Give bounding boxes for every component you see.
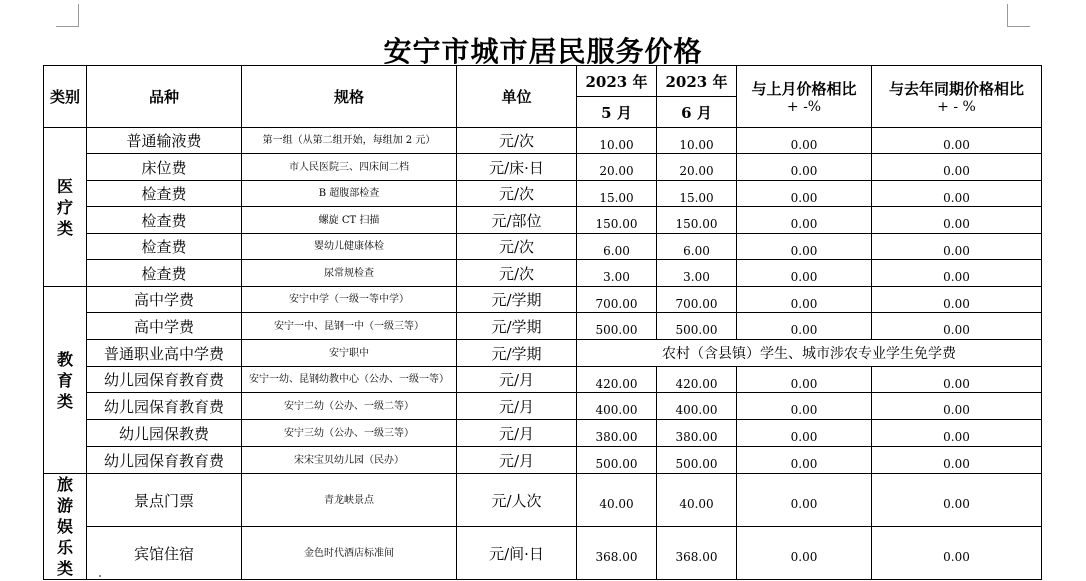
crop-mark-top-left: [56, 4, 79, 27]
yoy-change-cell: 0.00: [872, 527, 1042, 580]
unit-cell: 元/学期: [457, 313, 577, 340]
table-row: [44, 128, 1042, 154]
mom-change-cell: 0.00: [737, 447, 872, 474]
spec-cell: 安宁中学（一级一等中学）: [242, 287, 457, 313]
unit-cell: 元/人次: [457, 474, 577, 527]
category-cell: [44, 474, 87, 580]
page-title: 安宁市城市居民服务价格: [383, 35, 703, 68]
yoy-change-cell: 0.00: [872, 207, 1042, 234]
june-price-cell: 15.00: [657, 181, 737, 207]
table-row: [44, 393, 1042, 420]
item-cell: 检查费: [87, 260, 242, 287]
unit-cell: 元/次: [457, 234, 577, 260]
spec-cell: 安宁职中: [242, 340, 457, 367]
header-unit: 单位: [457, 66, 577, 128]
may-price-cell: 3.00: [577, 260, 657, 287]
spec-cell: 婴幼儿健康体检: [242, 234, 457, 260]
table-row: [44, 367, 1042, 393]
header-month-june: 6 月: [657, 97, 737, 128]
mom-change-cell: 0.00: [737, 313, 872, 340]
table-row: [44, 447, 1042, 474]
unit-cell: 元/次: [457, 128, 577, 154]
table-row: [44, 313, 1042, 340]
june-price-cell: 10.00: [657, 128, 737, 154]
crop-mark-top-right: [1007, 4, 1030, 27]
mom-change-cell: 0.00: [737, 260, 872, 287]
may-price-cell: 20.00: [577, 154, 657, 181]
item-cell: 宾馆住宿: [87, 527, 242, 580]
header-mom-unit: + -%: [786, 99, 822, 115]
spec-cell: 安宁一幼、昆钢幼教中心（公办、一级一等）: [242, 367, 457, 393]
mom-change-cell: 0.00: [737, 154, 872, 181]
june-price-cell: 3.00: [657, 260, 737, 287]
item-cell: 高中学费: [87, 287, 242, 313]
table-row: [44, 234, 1042, 260]
spec-cell: 宋宋宝贝幼儿园（民办）: [242, 447, 457, 474]
header-year-on-year: [872, 66, 1042, 128]
table-row: [44, 527, 1042, 580]
header-mom-label: 与上月价格相比: [751, 80, 857, 98]
mom-change-cell: 0.00: [737, 367, 872, 393]
table-row: [44, 260, 1042, 287]
header-item: 品种: [87, 66, 242, 128]
spec-cell: 安宁一中、昆钢一中（一级三等）: [242, 313, 457, 340]
spec-cell: 螺旋 CT 扫描: [242, 207, 457, 234]
june-price-cell: 40.00: [657, 474, 737, 527]
item-cell: 床位费: [87, 154, 242, 181]
may-price-cell: 40.00: [577, 474, 657, 527]
yoy-change-cell: 0.00: [872, 260, 1042, 287]
header-year-june: 2023 年: [657, 66, 737, 97]
june-price-cell: 368.00: [657, 527, 737, 580]
june-price-cell: 500.00: [657, 313, 737, 340]
mom-change-cell: 0.00: [737, 207, 872, 234]
may-price-cell: 500.00: [577, 447, 657, 474]
yoy-change-cell: 0.00: [872, 420, 1042, 447]
spec-cell: 第一组（从第二组开始，每组加 2 元）: [242, 128, 457, 154]
june-price-cell: 700.00: [657, 287, 737, 313]
item-cell: 检查费: [87, 207, 242, 234]
unit-cell: 元/次: [457, 260, 577, 287]
yoy-change-cell: 0.00: [872, 181, 1042, 207]
table-body: [44, 128, 1042, 580]
may-price-cell: 700.00: [577, 287, 657, 313]
yoy-change-cell: 0.00: [872, 447, 1042, 474]
unit-cell: 元/学期: [457, 287, 577, 313]
june-price-cell: 6.00: [657, 234, 737, 260]
may-price-cell: 15.00: [577, 181, 657, 207]
item-cell: 景点门票: [87, 474, 242, 527]
spec-cell: 青龙峡景点: [242, 474, 457, 527]
mom-change-cell: 0.00: [737, 234, 872, 260]
mom-change-cell: 0.00: [737, 393, 872, 420]
category-cell: [44, 128, 87, 287]
item-cell: 检查费: [87, 181, 242, 207]
june-price-cell: 150.00: [657, 207, 737, 234]
category-label: 教育类: [56, 349, 73, 411]
item-cell: 检查费: [87, 234, 242, 260]
may-price-cell: 380.00: [577, 420, 657, 447]
item-cell: 幼儿园保育教育费: [87, 393, 242, 420]
item-cell: 幼儿园保育教育费: [87, 367, 242, 393]
item-cell: 高中学费: [87, 313, 242, 340]
may-price-cell: 400.00: [577, 393, 657, 420]
header-yoy-unit: + - %: [937, 99, 976, 115]
yoy-change-cell: 0.00: [872, 128, 1042, 154]
mom-change-cell: 0.00: [737, 420, 872, 447]
june-price-cell: 20.00: [657, 154, 737, 181]
item-cell: 普通输液费: [87, 128, 242, 154]
yoy-change-cell: 0.00: [872, 474, 1042, 527]
mom-change-cell: 0.00: [737, 181, 872, 207]
category-cell: [44, 287, 87, 474]
item-cell: 幼儿园保教费: [87, 420, 242, 447]
mom-change-cell: 0.00: [737, 474, 872, 527]
note-cell: 农村（含县镇）学生、城市涉农专业学生免学费: [577, 340, 1042, 367]
table-row: [44, 287, 1042, 313]
spec-cell: 市人民医院三、四床间二档: [242, 154, 457, 181]
unit-cell: 元/月: [457, 420, 577, 447]
header-yoy-label: 与去年同期价格相比: [888, 80, 1024, 98]
item-cell: 普通职业高中学费: [87, 340, 242, 367]
table-row: [44, 207, 1042, 234]
may-price-cell: 150.00: [577, 207, 657, 234]
header-spec: 规格: [242, 66, 457, 128]
june-price-cell: 420.00: [657, 367, 737, 393]
may-price-cell: 10.00: [577, 128, 657, 154]
mom-change-cell: 0.00: [737, 128, 872, 154]
may-price-cell: 500.00: [577, 313, 657, 340]
yoy-change-cell: 0.00: [872, 313, 1042, 340]
june-price-cell: 400.00: [657, 393, 737, 420]
header-month-on-month: [737, 66, 872, 128]
unit-cell: 元/间·日: [457, 527, 577, 580]
spec-cell: 安宁三幼（公办、一级三等）: [242, 420, 457, 447]
header-month-may: 5 月: [577, 97, 657, 128]
june-price-cell: 380.00: [657, 420, 737, 447]
unit-cell: 元/月: [457, 447, 577, 474]
may-price-cell: 420.00: [577, 367, 657, 393]
yoy-change-cell: 0.00: [872, 154, 1042, 181]
unit-cell: 元/部位: [457, 207, 577, 234]
unit-cell: 元/学期: [457, 340, 577, 367]
price-table: [43, 65, 1042, 580]
unit-cell: 元/床·日: [457, 154, 577, 181]
table-row: [44, 340, 1042, 367]
yoy-change-cell: 0.00: [872, 287, 1042, 313]
category-label: 医疗类: [56, 176, 73, 238]
category-label: 旅游娱乐类: [56, 475, 73, 578]
spec-cell: 尿常规检查: [242, 260, 457, 287]
spec-cell: 安宁二幼（公办、一级二等）: [242, 393, 457, 420]
header-category: 类别: [44, 66, 87, 128]
spec-cell: B 超腹部检查: [242, 181, 457, 207]
header-year-may: 2023 年: [577, 66, 657, 97]
may-price-cell: 6.00: [577, 234, 657, 260]
stray-dot: [99, 575, 101, 577]
table-row: [44, 474, 1042, 527]
june-price-cell: 500.00: [657, 447, 737, 474]
yoy-change-cell: 0.00: [872, 367, 1042, 393]
spec-cell: 金色时代酒店标准间: [242, 527, 457, 580]
table-row: [44, 420, 1042, 447]
item-cell: 幼儿园保育教育费: [87, 447, 242, 474]
mom-change-cell: 0.00: [737, 287, 872, 313]
yoy-change-cell: 0.00: [872, 234, 1042, 260]
unit-cell: 元/月: [457, 393, 577, 420]
unit-cell: 元/月: [457, 367, 577, 393]
may-price-cell: 368.00: [577, 527, 657, 580]
unit-cell: 元/次: [457, 181, 577, 207]
table-row: [44, 181, 1042, 207]
mom-change-cell: 0.00: [737, 527, 872, 580]
table-row: [44, 154, 1042, 181]
yoy-change-cell: 0.00: [872, 393, 1042, 420]
